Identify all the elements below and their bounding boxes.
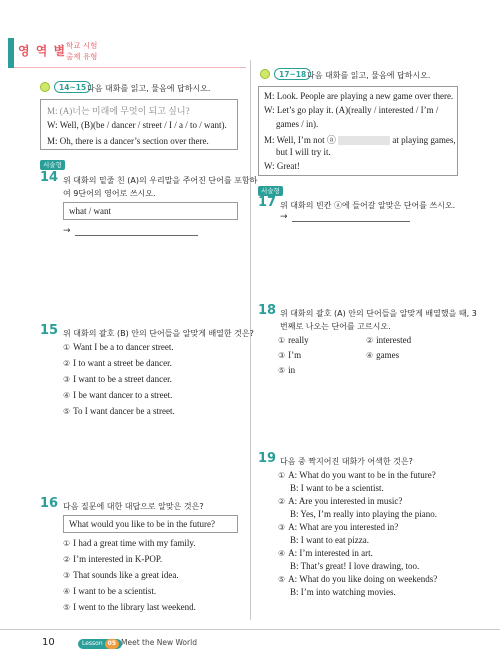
q19-option-5[interactable] [278,574,437,584]
header-rule [14,67,246,68]
q14-given-words-box [63,202,238,220]
q16-question-box [63,515,238,533]
q19-option-1[interactable] [278,470,436,480]
option-marker: ⑤ [278,575,286,584]
header-accent-bar [8,38,14,68]
q18-option-1[interactable] [278,335,309,345]
q19-text: 다음 중 짝지어진 대화가 어색한 것은? [280,457,413,466]
option-text: I had a great time with my family. [73,538,196,548]
option-marker: ⑤ [63,407,71,416]
descriptive-tag-17: 서술형 [258,186,283,196]
dialogue1-line2: W: Well, (B)(be / dancer / street / I / a / to / want). [47,120,227,130]
section-subtitle-2: 출제 유형 [66,52,98,61]
lesson-label: Lesson [82,640,103,647]
option-marker: ① [278,336,286,345]
q17-answer-arrow: → [280,212,288,222]
option-text: interested [376,335,412,345]
option-marker: ② [63,555,71,564]
option-marker: ② [63,359,71,368]
dialogue2-line4 [264,133,456,146]
option-line-a: A: What do you like doing on weekends? [288,574,438,584]
q15-option-2[interactable] [63,358,172,368]
option-line-a: A: What are you interested in? [288,522,399,532]
option-marker: ③ [63,571,71,580]
instruction-14-15: 다음 대화를 읽고, 물음에 답하시오. [87,84,211,93]
q15-option-1[interactable] [63,342,174,352]
option-text: That sounds like a great idea. [73,570,179,580]
option-marker: ④ [366,351,374,360]
column-divider [250,60,251,620]
dialogue1-line1: M: (A)너는 미래에 무엇이 되고 싶니? [47,106,190,116]
option-marker: ① [63,343,71,352]
dialogue2-line1: M: Look. People are playing a new game over there. [264,91,454,101]
q18-option-5[interactable] [278,365,295,375]
q19-option-2[interactable] [278,496,402,506]
q17-answer-line[interactable] [292,221,410,222]
dialogue2-line2: W: Let’s go play it. (A)(really / interested / I’m / [264,105,439,115]
dialogue-box-2 [258,86,458,176]
option-text: I to want a street be dancer. [73,358,172,368]
q19-option-1-reply: B: I want to be a scientist. [290,483,384,493]
question-number-19: 19 [258,451,277,466]
q18-option-4[interactable] [366,350,399,360]
option-text: I want to be a street dancer. [73,374,172,384]
q14-text-2: 여 9단어의 영어로 쓰시오. [63,189,156,198]
dialogue2-line3: games / in). [276,119,319,129]
question-number-17: 17 [258,195,277,210]
dialogue1-line3: M: Oh, there is a dancer’s section over there. [47,136,209,146]
option-text: in [288,365,296,375]
q19-option-4-reply: B: That’s great! I love drawing, too. [290,561,420,571]
option-text: I’m [288,350,302,360]
q16-option-4[interactable] [63,586,156,596]
option-line-a: A: I’m interested in art. [288,548,373,558]
option-marker: ② [366,336,374,345]
blank-a [338,136,390,145]
question-number-16: 16 [40,496,59,511]
section-subtitle-1: 학교 시험 [66,41,98,50]
q14-answer-arrow: → [63,226,71,236]
option-marker: ③ [278,523,286,532]
q14-given-words: what / want [69,206,111,216]
option-text: Want I be a to dancer street. [73,342,174,352]
q19-option-3[interactable] [278,522,398,532]
section-title: 영 역 별 [18,44,67,58]
option-marker: ③ [278,351,286,360]
lesson-title: Meet the New World [121,638,197,647]
q19-option-4[interactable] [278,548,373,558]
q16-text: 다음 질문에 대한 대답으로 알맞은 것은? [63,502,204,511]
dialogue-box-1 [40,99,238,150]
option-text: really [288,335,309,345]
q17-text: 위 대화의 빈칸 ⓐ에 들어갈 알맞은 단어를 쓰시오. [280,201,456,210]
q18-option-2[interactable] [366,335,411,345]
q18-text-1: 위 대화의 괄호 (A) 안의 단어들을 알맞게 배열했을 때, 3 [280,309,477,318]
q15-option-4[interactable] [63,390,172,400]
option-marker: ③ [63,375,71,384]
bulb-icon [260,69,270,79]
option-line-a: A: What do you want to be in the future? [288,470,436,480]
q15-option-3[interactable] [63,374,172,384]
page-number: 10 [42,637,55,648]
dialogue2-line6: W: Great! [264,161,300,171]
option-text: I want to be a scientist. [73,586,157,596]
question-range-14-15: 14~15 [54,81,91,93]
q16-option-5[interactable] [63,602,196,612]
option-marker: ④ [278,549,286,558]
option-marker: ① [63,539,71,548]
q14-text-1: 위 대화의 밑줄 친 (A)의 우리말을 주어진 단어를 포함하 [63,176,258,185]
lesson-badge [78,639,122,649]
dialogue2-line5: but I will try it. [276,147,331,157]
option-marker: ⑤ [278,366,286,375]
option-marker: ⑤ [63,603,71,612]
option-text: To I want dancer be a street. [73,406,175,416]
option-line-a: A: Are you interested in music? [288,496,403,506]
q16-option-1[interactable] [63,538,196,548]
option-marker: ④ [63,391,71,400]
q15-option-5[interactable] [63,406,175,416]
footer-rule [0,629,500,630]
q14-answer-line[interactable] [75,235,198,236]
question-number-18: 18 [258,303,277,318]
option-marker: ④ [63,587,71,596]
dialogue2-line4-start: M: Well, I’m not ⓐ [264,135,336,145]
q16-question: What would you like to be in the future? [69,519,215,529]
option-text: I went to the library last weekend. [73,602,196,612]
option-text: I be want dancer to a street. [73,390,173,400]
q18-option-3[interactable] [278,350,301,360]
lesson-number: 05 [105,639,119,649]
question-number-14: 14 [40,170,59,185]
option-marker: ② [278,497,286,506]
q19-option-3-reply: B: I want to eat pizza. [290,535,369,545]
q18-text-2: 번째로 나오는 단어를 고르시오. [280,322,391,331]
option-text: games [376,350,400,360]
q19-option-5-reply: B: I’m into watching movies. [290,587,396,597]
descriptive-tag-14: 서술형 [40,160,65,170]
option-marker: ① [278,471,286,480]
instruction-17-18: 다음 대화를 읽고, 물음에 답하시오. [307,71,431,80]
question-range-17-18: 17~18 [274,68,311,80]
option-text: I’m interested in K-POP. [73,554,163,564]
bulb-icon [40,82,50,92]
q19-option-2-reply: B: Yes, I’m really into playing the piano. [290,509,437,519]
q16-option-2[interactable] [63,554,162,564]
q15-text: 위 대화의 괄호 (B) 안의 단어들을 알맞게 배열한 것은? [63,329,254,338]
dialogue2-line4-end: at playing games, [392,135,456,145]
q16-option-3[interactable] [63,570,179,580]
question-number-15: 15 [40,323,59,338]
